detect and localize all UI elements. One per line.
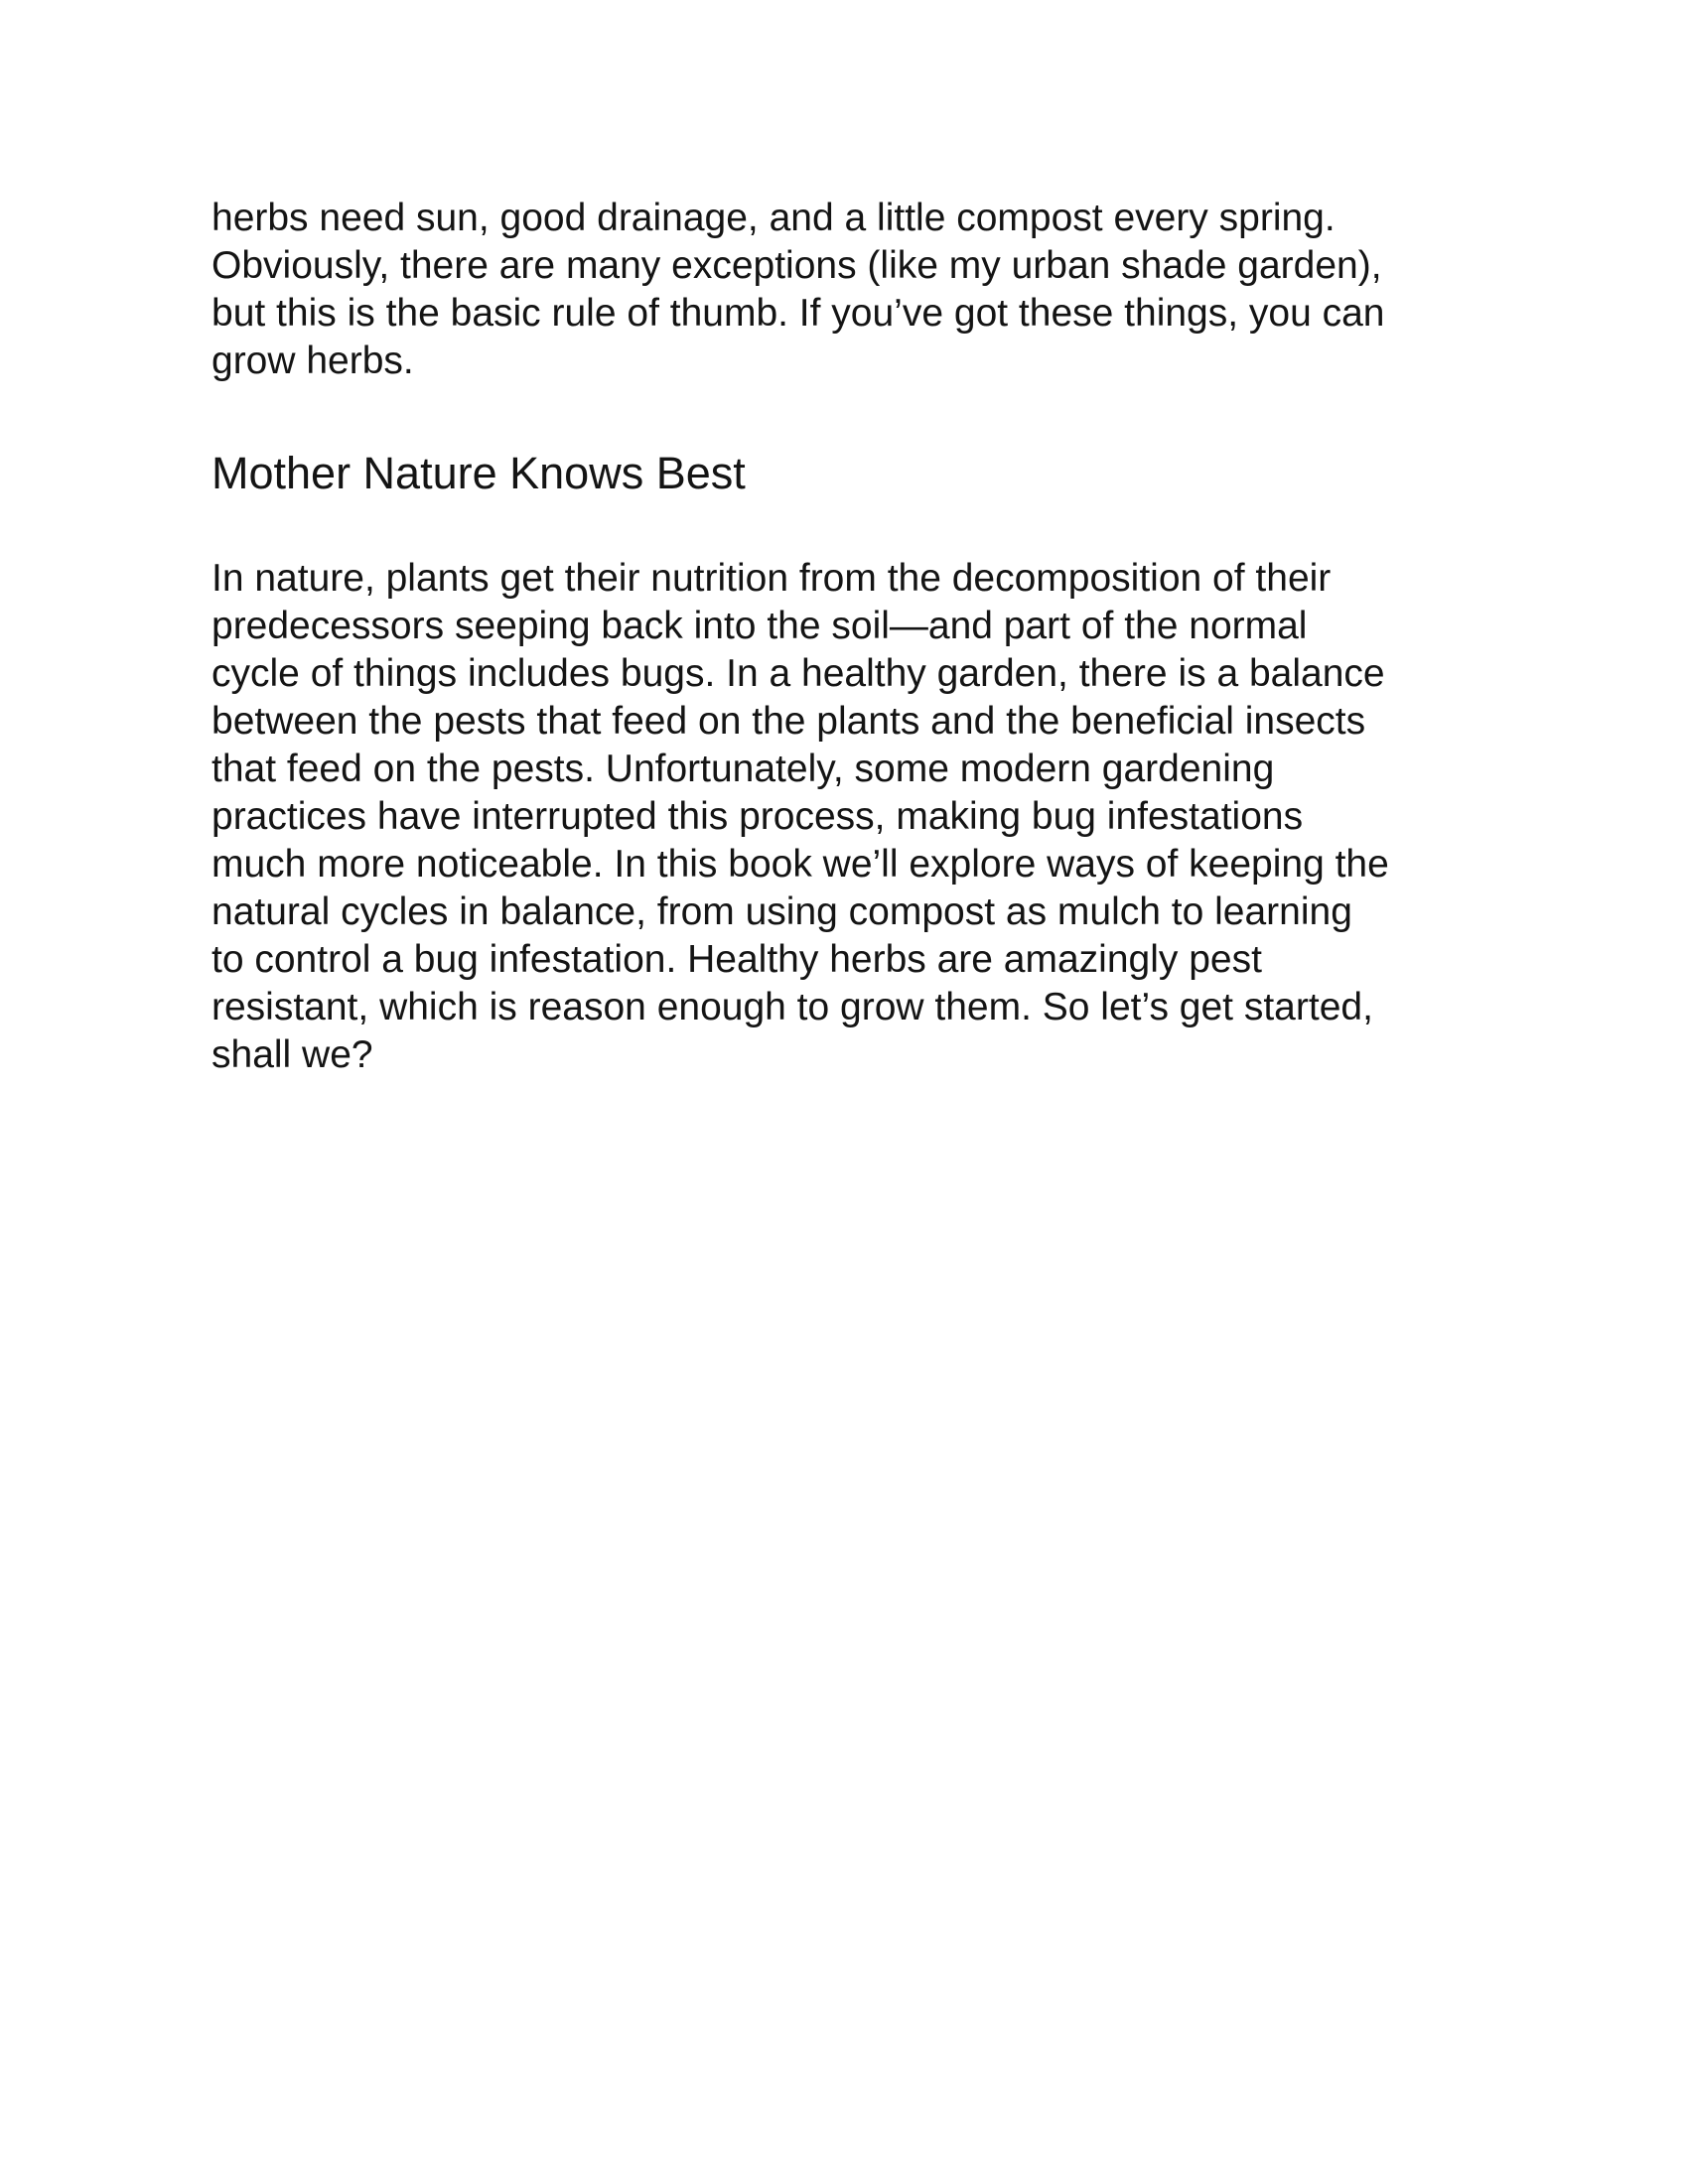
paragraph-line: but this is the basic rule of thumb. If you’ve got these things, you can	[211, 292, 1385, 335]
paragraph-line: between the pests that feed on the plants and the beneficial insects	[211, 700, 1366, 743]
paragraph-line: that feed on the pests. Unfortunately, some modern gardening	[211, 748, 1275, 790]
paragraph-line: shall we?	[211, 1033, 373, 1076]
section-heading: Mother Nature Knows Best	[211, 448, 746, 498]
text-column	[211, 195, 1492, 1079]
paragraph-line: In nature, plants get their nutrition from the decomposition of their	[211, 557, 1332, 600]
paragraph-line: predecessors seeping back into the soil—and part of the normal	[211, 605, 1308, 647]
paragraph-line: resistant, which is reason enough to grow them. So let’s get started,	[211, 986, 1373, 1028]
section-paragraph	[211, 555, 1492, 1079]
intro-paragraph	[211, 195, 1492, 385]
paragraph-line: Obviously, there are many exceptions (like my urban shade garden),	[211, 244, 1382, 287]
paragraph-line: grow herbs.	[211, 340, 414, 382]
paragraph-line: natural cycles in balance, from using compost as mulch to learning	[211, 890, 1352, 933]
paragraph-line: practices have interrupted this process, making bug infestations	[211, 795, 1304, 838]
paragraph-line: herbs need sun, good drainage, and a little compost every spring.	[211, 197, 1336, 239]
paragraph-line: to control a bug infestation. Healthy herbs are amazingly pest	[211, 938, 1262, 981]
paragraph-line: much more noticeable. In this book we’ll explore ways of keeping the	[211, 843, 1389, 886]
paragraph-line: cycle of things includes bugs. In a healthy garden, there is a balance	[211, 652, 1385, 695]
